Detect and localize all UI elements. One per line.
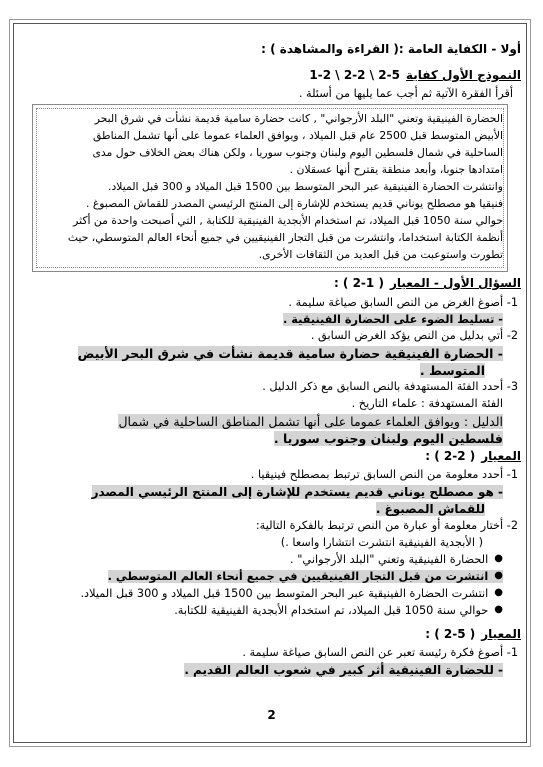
q1-item-3: 3- أحدد الفئة المستهدفة بالنص السابق مع ذكر الدليل . bbox=[262, 380, 518, 393]
q2-heading bbox=[425, 449, 521, 463]
q1-answer-1: - تسليط الضوء على الحضارة الفينيقية . bbox=[283, 313, 503, 326]
q1-title: السؤال الأول - المعيار bbox=[389, 276, 521, 290]
q2-option-4-text: حوالي سنة 1050 قبل الميلاد، تم استخدام الأبجدية الفينيقية للكتابة. bbox=[174, 604, 489, 617]
section-title: أولا - الكفاية العامة :( القراءة والمشاهدة ) : bbox=[261, 42, 521, 56]
model-heading bbox=[309, 68, 521, 82]
page-number: 2 bbox=[267, 708, 276, 722]
passage-line-2: الأبيض المتوسط قبل 2500 عام قبل الميلاد ، ويوافق العلماء عموما على أنها تشمل المناطق bbox=[93, 129, 503, 142]
passage-line-9: تطورت واستوعبت من قبل العديد من الثقافات الأخرى. bbox=[258, 248, 503, 261]
q2-option-4 bbox=[174, 604, 503, 617]
q1-answer-2: - الحضارة الفينيقية حضارة سامية قديمة نشأت في شرق البحر الأبيض bbox=[77, 346, 503, 361]
passage-line-5: وانتشرت الحضارة الفينيقية عبر البحر المتوسط بين 1500 قبل الميلاد و 300 قبل الميلاد. bbox=[108, 180, 503, 193]
q3-item-1: 1- أصوغ فكرة رئيسة تعبر عن النص السابق صياغة سليمة . bbox=[242, 646, 518, 659]
q1-code: ( 2-1 ) : bbox=[333, 276, 384, 290]
q1-item-2: 2- أتي بدليل من النص يؤكد الغرض السابق . bbox=[310, 329, 518, 342]
passage-line-1: الحضارة الفينيقية وتعني "البلد الأرجواني" , كانت حضارة سامية قديمة نشأت في شرق البحر bbox=[94, 112, 503, 125]
model-instruction: أقرأ الفقرة الآتية ثم أجب عما يليها من أسئلة . bbox=[298, 87, 513, 100]
q1-answer-2-cont: المتوسط . bbox=[419, 363, 485, 378]
q2-title: المعيار bbox=[481, 449, 521, 463]
q1-item-1: 1- أصوغ الغرض من النص السابق صياغة سليمة . bbox=[288, 296, 518, 309]
q2-answer-1: - هو مصطلح يوناني قديم يستخدم للإشارة إلى المنتج الرئيسي المصدر bbox=[91, 485, 503, 499]
q2-option-2-text: انتشرت من قبل التجار الفينيقيين في جميع أنحاء العالم المتوسطي . bbox=[107, 570, 489, 583]
passage-line-4: امتدادها جنوبا، وأبعد منطقة يقترح أنها عسقلان . bbox=[289, 163, 503, 176]
q2-option-1-text: الحضارة الفينيقية وتعني "البلد الأرجواني" . bbox=[290, 553, 489, 566]
passage-line-8: أنظمة الكتابة استخداما، وانتشرت من قبل التجار الفينيقيين في جميع أنحاء العالم المتوسطي، حيث bbox=[67, 231, 503, 244]
q3-title: المعيار bbox=[481, 627, 521, 641]
q2-item-1: 1- أحدد معلومة من النص السابق ترتبط بمصطلح فينيقيا . bbox=[250, 468, 518, 481]
q2-option-1 bbox=[290, 553, 503, 566]
passage-line-6: فنيقيا هو مصطلح يوناني قديم يستخدم للإشارة إلى المنتج الرئيسي المصدر للقماش المصبوغ . bbox=[85, 197, 503, 210]
bullet-icon: ● bbox=[494, 587, 503, 598]
bullet-icon: ● bbox=[494, 553, 503, 564]
q1-target-label: الفئة المستهدفة : علماء التاريخ . bbox=[351, 397, 503, 410]
q2-option-3-text: انتشرت الحضارة الفينيقية عبر البحر المتوسط بين 1500 قبل الميلاد و 300 قبل الميلاد. bbox=[80, 587, 489, 600]
q2-code: ( 2-2 ) : bbox=[425, 449, 476, 463]
bullet-icon: ● bbox=[494, 604, 503, 615]
q2-answer-1-cont: للقماش المصبوغ . bbox=[375, 502, 485, 516]
passage-line-7: حوالي سنة 1050 قبل الميلاد، تم استخدام الأبجدية الفينيقية للكتابة , التي أصبحت واحدة من أكثر bbox=[73, 214, 503, 227]
q3-heading bbox=[425, 627, 521, 641]
q3-code: ( 2-5 ) : bbox=[425, 627, 476, 641]
q2-idea: ( الأبجدية الفينيقية انتشرت انتشارا واسعا .) bbox=[280, 536, 483, 549]
q1-heading bbox=[334, 276, 521, 290]
model-codes: 1-2 \ 2-2 \ 2-5 bbox=[309, 68, 400, 82]
q2-item-2: 2- أختار معلومة أو عبارة من النص ترتبط بالفكرة التالية: bbox=[255, 519, 518, 532]
q3-answer-1: - للحضارة الفينيقية أثر كبير في شعوب العالم القديم . bbox=[184, 663, 503, 677]
model-title: النموذج الأول كفاية bbox=[405, 68, 521, 82]
q1-evidence-cont: فلسطين اليوم ولبنان وجنوب سوريا . bbox=[273, 431, 503, 446]
q2-option-3 bbox=[80, 587, 503, 600]
passage-line-3: الساحلية في شمال فلسطين اليوم ولبنان وجنوب سوريا ، ولكن هناك بعض الخلاف حول مدى bbox=[92, 146, 503, 159]
bullet-icon: ● bbox=[494, 570, 503, 581]
q2-option-2 bbox=[108, 570, 503, 583]
q1-evidence: الدليل : ويوافق العلماء عموما على أنها تشمل المناطق الساحلية في شمال bbox=[118, 414, 503, 429]
